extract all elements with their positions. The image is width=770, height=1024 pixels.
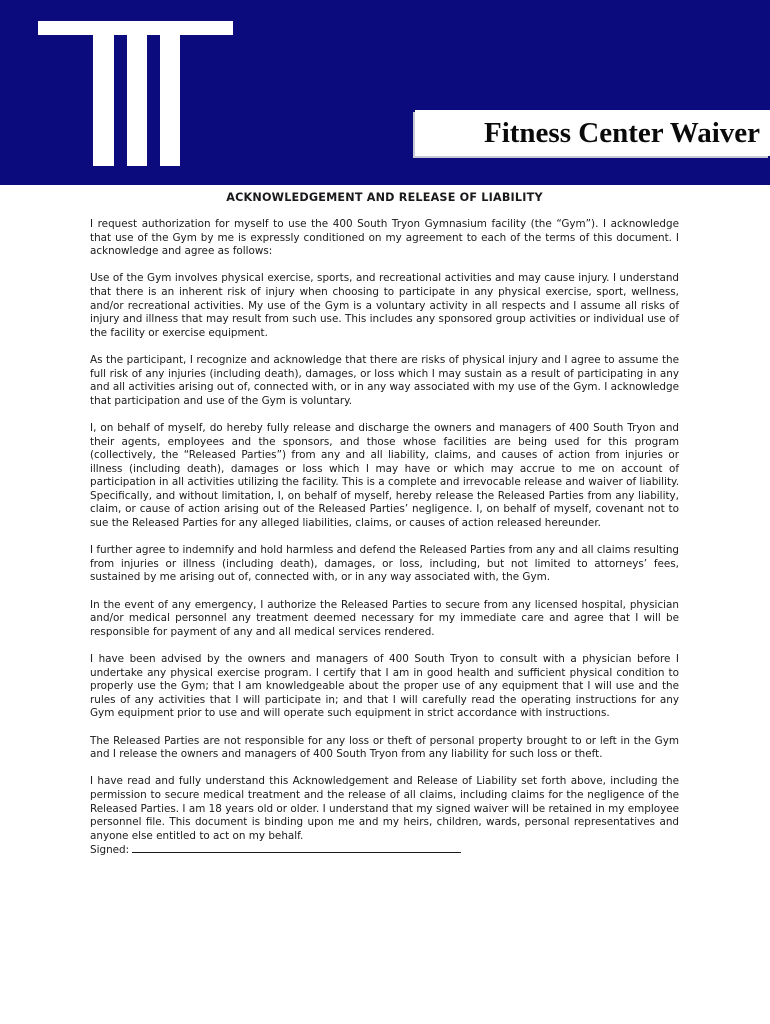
paragraph-acknowledgement: I have read and fully understand this Acknowledgement and Release of Liability set forth above, including the permission to secure medical treatment and the release of all claims, including claims for the negligence of the Released Parties. I am 18 years old or older. I understand that my signed waiver will be retained in my employee personnel file. This document is binding upon me and my heirs, children, wards, personal representatives and anyone else entitled to act on my behalf.	[90, 775, 679, 842]
paragraph-emergency: In the event of any emergency, I authorize the Released Parties to secure from any licensed hospital, physician and/or medical personnel any treatment deemed necessary for my immediate care and agree that I will be responsible for payment of any and all medical services rendered.	[90, 598, 679, 638]
paragraph-authorization: I request authorization for myself to use the 400 South Tryon Gymnasium facility (the “Gym”). I acknowledge that use of the Gym by me is expressly conditioned on my agreement to each of the terms of this document. I acknowledge and agree as follows:	[90, 218, 679, 258]
paragraph-assumption: As the participant, I recognize and acknowledge that there are risks of physical injury and I agree to assume the full risk of any injuries (including death), damages, or loss which I may sustain as a result of participating in any and all activities arising out of, connected with, or in any way associated with my use of the Gym. I acknowledge that participation and use of the Gym is voluntary.	[90, 353, 679, 407]
title-box	[415, 110, 770, 156]
signature-line[interactable]	[132, 843, 461, 853]
paragraph-risk: Use of the Gym involves physical exercise, sports, and recreational activities and may cause injury. I understand that there is an inherent risk of injury when choosing to participate in any physical exercise, sport, wellness, and/or recreational activities. My use of the Gym is a voluntary activity in all respects and I assume all risks of injury and illness that may result from such use. This includes any sponsored group activities or individual use of the facility or exercise equipment.	[90, 272, 679, 339]
paragraph-release: I, on behalf of myself, do hereby fully release and discharge the owners and managers of 400 South Tryon and their agents, employees and the sponsors, and those whose facilities are being used for this program (collectively, the “Released Parties”) from any and all liability, claims, and causes of action from injuries or illness (including death), damages or loss which I may have or which may accrue to me on account of participation in all activities utilizing the facility. This is a complete and irrevocable release and waiver of liability. Specifically, and without limitation, I, on behalf of myself, hereby release the Released Parties from any liability, claim, or cause of action arising out of the Released Parties’ negligence. I, on behalf of myself, covenant not to sue the Released Parties for any alleged liabilities, claims, or causes of action released hereunder.	[90, 421, 679, 530]
signed-label: Signed:	[90, 844, 130, 857]
page-title: Fitness Center Waiver	[484, 116, 760, 149]
paragraph-property: The Released Parties are not responsible for any loss or theft of personal property brought to or left in the Gym and I release the owners and managers of 400 South Tryon from any liability for such loss or theft.	[90, 734, 679, 761]
document-heading: ACKNOWLEDGEMENT AND RELEASE OF LIABILITY	[226, 191, 543, 204]
waiver-body	[90, 191, 679, 858]
building-logo	[0, 0, 240, 170]
signature-row	[90, 843, 679, 858]
header-banner	[0, 0, 770, 185]
paragraph-indemnify: I further agree to indemnify and hold harmless and defend the Released Parties from any and all claims resulting from injuries or illness (including death), damages, or loss, including, but not limited to attorneys’ fees, sustained by me arising out of, connected with, or in any way associated with, the Gym.	[90, 544, 679, 584]
paragraph-health: I have been advised by the owners and managers of 400 South Tryon to consult with a physician before I undertake any physical exercise program. I certify that I am in good health and sufficient physical condition to properly use the Gym; that I am knowledgeable about the proper use of any equipment that I will use and the rules of any activities that I will participate in; and that I will carefully read the operating instructions for any Gym equipment prior to use and will operate such equipment in strict accordance with instructions.	[90, 653, 679, 720]
